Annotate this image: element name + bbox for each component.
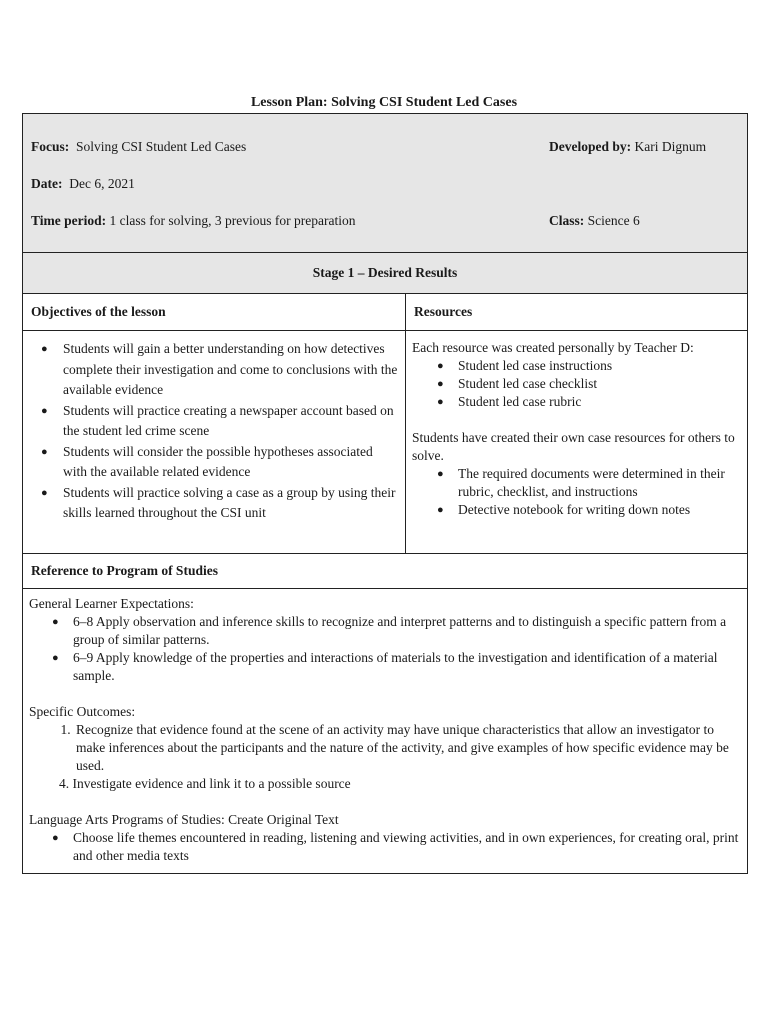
list-item: ● Student led case checklist [458, 375, 741, 393]
objectives-heading: Objectives of the lesson [23, 294, 406, 331]
list-item: ● Choose life themes encountered in reading, listening and viewing activities, and in own experiences, for creating oral, print and other media texts [73, 829, 741, 865]
time-period-value: 1 class for solving, 3 previous for preparation [109, 213, 356, 228]
list-item: ● The required documents were determined in their rubric, checklist, and instructions [458, 465, 741, 501]
list-item: ● 6–8 Apply observation and inference skills to recognize and interpret patterns and to distinguish a specific pattern from a group of similar patterns. [73, 613, 741, 649]
resources-cell [406, 331, 748, 554]
objectives-list [31, 339, 399, 524]
specific-outcome-4: 4. Investigate evidence and link it to a possible source [59, 776, 351, 791]
class-value: Science 6 [587, 213, 640, 228]
focus-label: Focus: [31, 139, 70, 154]
list-item: ● Student led case rubric [458, 393, 741, 411]
date-value: Dec 6, 2021 [69, 176, 135, 191]
time-period-label: Time period: [31, 213, 107, 228]
resources-intro: Each resource was created personally by Teacher D: [412, 340, 694, 355]
program-of-studies-heading: Reference to Program of Studies [23, 554, 748, 589]
list-item: ● 6–9 Apply knowledge of the properties and interactions of materials to the investigation and identification of a material sample. [73, 649, 741, 685]
time-row [31, 212, 739, 230]
objectives-cell [23, 331, 406, 554]
lesson-plan-table [22, 113, 748, 874]
list-item: ● Students will practice creating a newspaper account based on the student led crime scene [63, 401, 399, 442]
date-row [31, 175, 739, 193]
specific-outcomes-title: Specific Outcomes: [29, 704, 136, 719]
gle-list [29, 613, 741, 685]
focus-value: Solving CSI Student Led Cases [76, 139, 247, 154]
stage-heading: Stage 1 – Desired Results [23, 253, 748, 294]
list-item: ● Students will gain a better understanding on how detectives complete their investigation and come to conclusions with the available evidence [63, 339, 399, 401]
language-arts-list [29, 829, 741, 865]
lesson-info-header [23, 114, 748, 253]
list-item: 1. Recognize that evidence found at the scene of an activity may have unique characteristics that allow an investigator to make inferences about the participants and the nature of the activity, and give examples of how specific evidence may be used. [74, 721, 741, 775]
resources-list-2 [412, 465, 741, 519]
resources-intro-2: Students have created their own case resources for others to solve. [412, 430, 735, 463]
language-arts-title: Language Arts Programs of Studies: Create Original Text [29, 812, 339, 827]
program-of-studies-cell [23, 589, 748, 874]
resources-list [412, 357, 741, 411]
class-label: Class: [549, 213, 585, 228]
developed-by-label: Developed by: [549, 139, 632, 154]
focus-row [31, 138, 739, 156]
resources-heading: Resources [406, 294, 748, 331]
specific-outcomes-list [29, 721, 741, 775]
list-item: ● Students will practice solving a case as a group by using their skills learned throughout the CSI unit [63, 483, 399, 524]
gle-title: General Learner Expectations: [29, 596, 194, 611]
date-label: Date: [31, 176, 63, 191]
list-item: ● Detective notebook for writing down notes [458, 501, 741, 519]
developed-by-value: Kari Dignum [634, 139, 707, 154]
document-title: Lesson Plan: Solving CSI Student Led Cases [250, 95, 518, 110]
list-item: ● Students will consider the possible hypotheses associated with the available related evidence [63, 442, 399, 483]
list-item: ● Student led case instructions [458, 357, 741, 375]
